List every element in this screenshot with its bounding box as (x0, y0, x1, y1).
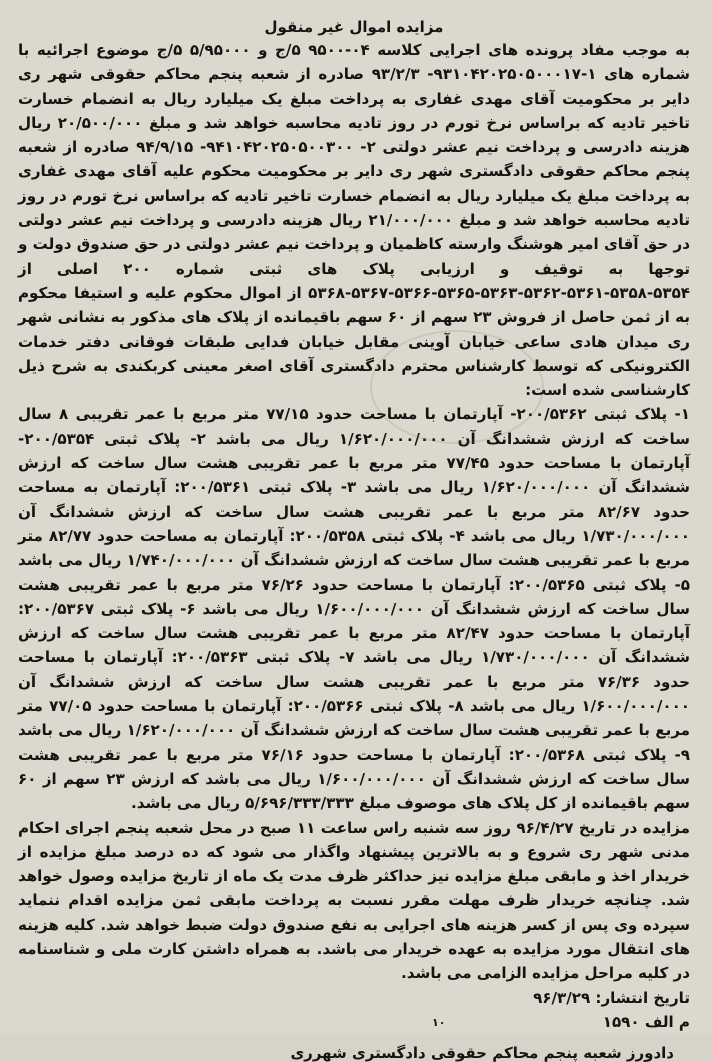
notice-title: مزایده اموال غیر منقول (264, 18, 444, 36)
intro-paragraph: به موجب مفاد پرونده های اجرایی کلاسه ۰۴-۹۵۰۰ ۵/ج و ۵/۹۵۰۰۰ ۵/ج موضوع اجرائیه با شماره های ۱-۹۳۱۰۴۲۰۲۵۰۵۰۰۰۱۷- ۹۳/۲/۳ صادره از شعبه پنجم محاکم حقوقی شهر ری دایر بر محکومیت آقای مهدی غفاری به پرداخت مبلغ یک میلیارد ریال به انضمام خسارت تاخیر تادیه که براساس نرخ تورم در روز تادیه محاسبه خواهد شد و مبلغ ۲۰/۵۰۰/۰۰۰ ریال هزینه دادرسی و پرداخت نیم عشر دولتی ۲- ۹۴۱۰۴۲۰۲۵۰۵۰۰۳۰۰- ۹۴/۹/۱۵ صادره از شعبه پنجم محاکم حقوقی دادگستری شهر ری دایر بر محکومیت محکوم علیه آقای مهدی غفاری به پرداخت مبلغ یک میلیارد ریال به انضمام خسارت تاخیر تادیه که براساس نرخ تورم در روز تادیه محاسبه خواهد شد و مبلغ ۲۱/۰۰۰/۰۰۰ ریال هزینه دادرسی و پرداخت نیم عشر دولتی در حق آقای امیر هوشنگ وارسته کاظمیان و پرداخت نیم عشر دولتی در حق صندوق دولت و توجها به توقیف و ارزیابی پلاک های ثبتی شماره ۲۰۰ اصلی از ۵۳۵۴-۵۳۵۸-۵۳۶۱-۵۳۶۲-۵۳۶۳-۵۳۶۵-۵۳۶۶-۵۳۶۷-۵۳۶۸ از اموال محکوم علیه و استیفا محکوم به از ثمن حاصل از فروش ۲۳ سهم از ۶۰ سهم باقیمانده از پلاک های مذکور به نشانی شهر ری میدان هادی ساعی خیابان آوینی مقابل خیابان فدایی طبقات فوقانی دفتر خدمات الکترونیکی که توسط کارشناس محترم دادگستری آقای اصغر معینی کربکندی به شرح ذیل کارشناسی شده است: (18, 41, 690, 400)
publish-date: تاریخ انتشار: ۹۶/۳/۲۹ (533, 988, 690, 1007)
property-list-paragraph: ۱- پلاک ثبتی ۲۰۰/۵۳۶۲- آپارتمان با مساحت حدود ۷۷/۱۵ متر مربع با عمر تقریبی ۸ سال ساخت که ارزش ششدانگ آن ۱/۶۲۰/۰۰۰/۰۰۰ ریال می باشد ۲- پلاک ثبتی ۲۰۰/۵۳۵۴- آپارتمان با مساحت حدود ۷۷/۴۵ متر مربع با عمر تقریبی هشت سال ساخت که ارزش ششدانگ آن ۱/۶۲۰/۰۰۰/۰۰۰ ریال می باشد ۳- پلاک ثبتی ۲۰۰/۵۳۶۱: آپارتمان به مساحت حدود ۸۲/۶۷ متر مربع با عمر تقریبی هشت سال ساخت که ارزش ششدانگ آن ۱/۷۳۰/۰۰۰/۰۰۰ ریال می باشد ۴- پلاک ثبتی ۲۰۰/۵۳۵۸: آپارتمان به مساحت حدود ۸۲/۷۷ متر مربع با عمر تقریبی هشت سال ساخت که ارزش ششدانگ آن ۱/۷۴۰/۰۰۰/۰۰۰ ریال می باشد ۵- پلاک ثبتی ۲۰۰/۵۳۶۵: آپارتمان با مساحت حدود ۷۶/۲۶ متر مربع با عمر تقریبی هشت سال ساخت که ارزش ششدانگ آن ۱/۶۰۰/۰۰۰/۰۰۰ ریال می باشد ۶- پلاک ثبتی ۲۰۰/۵۳۶۷: آپارتمان با مساحت حدود ۸۲/۴۷ متر مربع با عمر تقریبی هشت سال ساخت که ارزش ششدانگ آن ۱/۷۳۰/۰۰۰/۰۰۰ ریال می باشد ۷- پلاک ثبتی ۲۰۰/۵۳۶۳: آپارتمان با مساحت حدود ۷۶/۳۶ متر مربع با عمر تقریبی هشت سال ساخت که ارزش ششدانگ آن ۱/۶۰۰/۰۰۰/۰۰۰ ریال می باشد ۸- پلاک ثبتی ۲۰۰/۵۳۶۶: آپارتمان با مساحت حدود ۷۷/۰۵ متر مربع با عمر تقریبی هشت سال ساخت که ارزش ششدانگ آن ۱/۶۲۰/۰۰۰/۰۰۰ ریال می باشد ۹- پلاک ثبتی ۲۰۰/۵۳۶۸: آپارتمان با مساحت حدود ۷۶/۱۶ متر مربع با عمر تقریبی هشت سال ساخت که ارزش ششدانگ آن ۱/۶۰۰/۰۰۰/۰۰۰ ریال می باشد که ارزش ۲۳ سهم از ۶۰ سهم باقیمانده از کل پلاک های موصوف مبلغ ۵/۶۹۶/۳۳۳/۳۳۳ ریال می باشد. (18, 405, 691, 813)
notice-body (18, 38, 690, 1034)
page-folio: ۱۰ (432, 1016, 446, 1029)
signature-line: دادورز شعبه پنجم محاکم حقوقی دادگستری شهرری (290, 1044, 674, 1062)
auction-terms-paragraph: مزایده در تاریخ ۹۶/۴/۲۷ روز سه شنبه راس ساعت ۱۱ صبح در محل شعبه پنجم اجرای احکام مدنی شهر ری شروع و به بالاترین پیشنهاد واگذار می شود که ده درصد مبلغ مزایده از خریدار اخذ و مابقی مبلغ مزایده نیز حداکثر ظرف مدت یک ماه از تاریخ مزایده وصول خواهد شد. چنانچه خریدار ظرف مهلت مقرر نسبت به پرداخت مابقی ثمن مزایده اقدام ننماید سپرده وی پس از کسر هزینه های اجرایی به نفع صندوق دولت ضبط خواهد شد. کلیه هزینه های انتقال مورد مزایده به عهده خریدار می باشد. به همراه داشتن کارت ملی و شناسنامه در کلیه مراحل مزایده الزامی می باشد. (18, 818, 690, 983)
reference-code: م الف ۱۵۹۰ (602, 1012, 690, 1031)
